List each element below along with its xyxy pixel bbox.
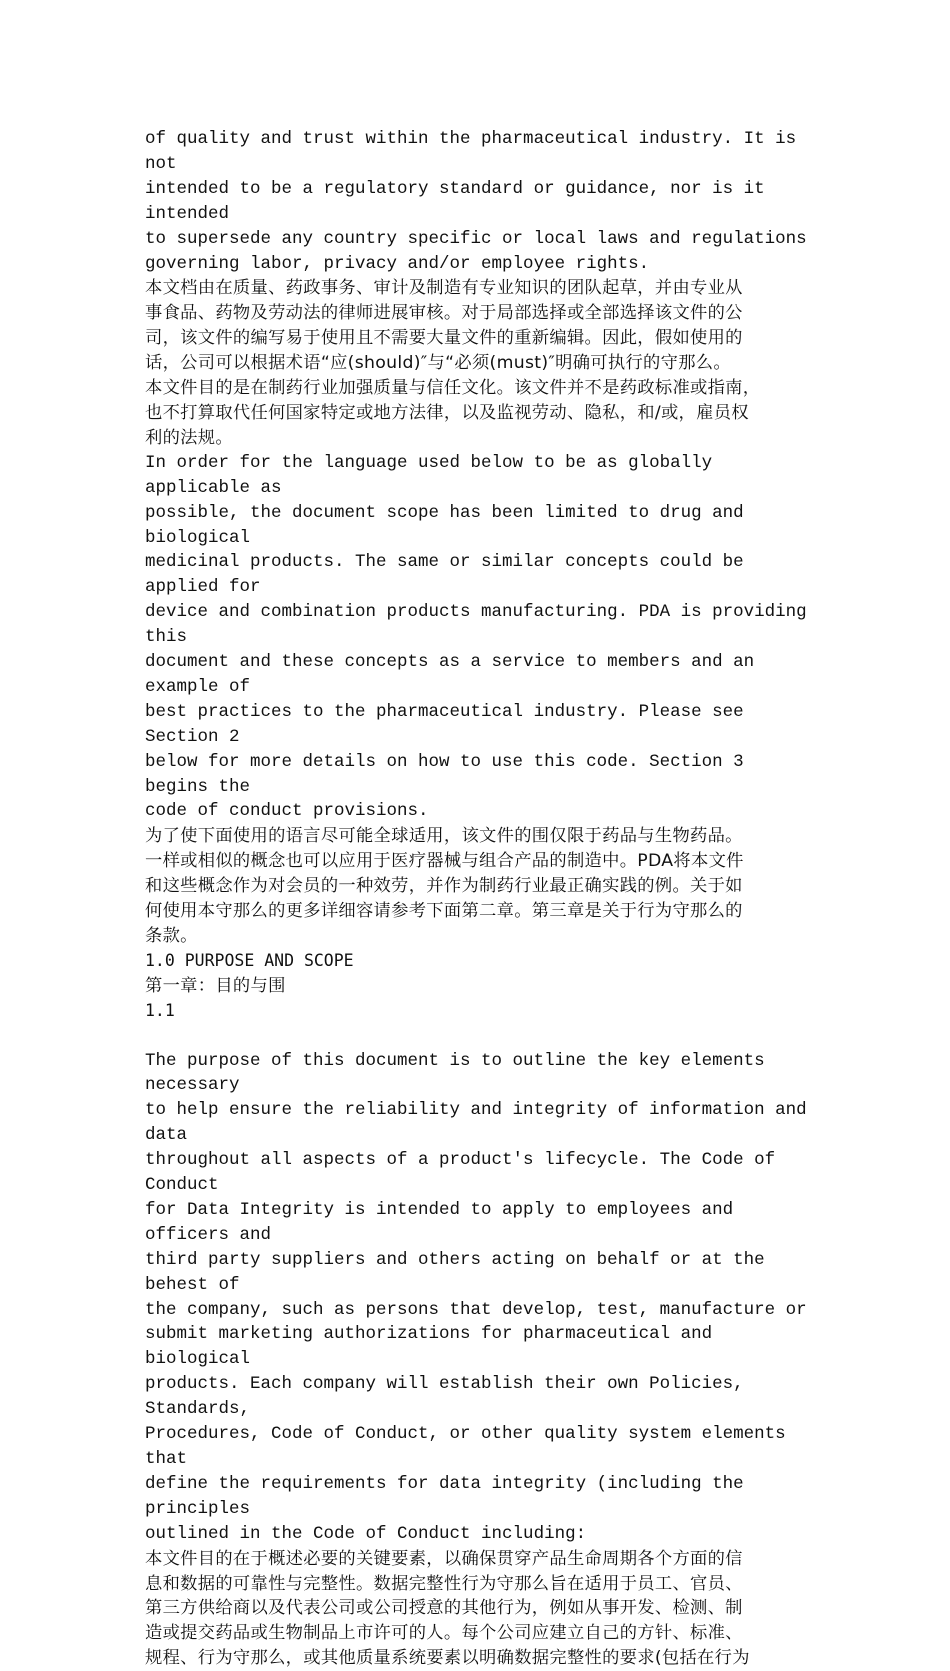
paragraph-zh-intro: 本文档由在质量、药政事务、审计及制造有专业知识的团队起草，并由专业从 事食品、药物及劳动法的律师进展审核。对于局部选择或全部选择该文件的公 司，该文件的编写易于使用且不需要大量文件的重新编辑。因此，假如使用的 话，公司可以根据术语“应(should)″与“必须(must)″明确可执行的守那么。 本文件目的是在制药行业加强质量与信任文化。该文件并不是药政标准或指南， 也不打算取代任何国家特定或地方法律，以及监视劳动、隐私，和/或，雇员权 利的法规。 [145, 278, 761, 448]
section-number: 1.1 [145, 1000, 175, 1020]
paragraph-zh-scope: 为了使下面使用的语言尽可能全球适用，该文件的围仅限于药品与生物药品。 一样或相似的概念也可以应用于医疗器械与组合产品的制造中。PDA将本文件 和这些概念作为对会员的一种效劳，并作为制药行业最正确实践的例。关于如 何使用本守那么的更多详细容请参考下面第二章。第三章是关于行为守那么的 条款。 [145, 826, 744, 946]
paragraph-en-intro: of quality and trust within the pharmaceutical industry. It is not intended to be a regulatory standard or guidance, nor is it intended to supersede any country specific or local laws and regulations governing labor, privacy and/or employee rights. [145, 129, 807, 274]
document-page [145, 127, 810, 1671]
section-heading-zh: 第一章：目的与围 [145, 975, 286, 996]
blank-line [145, 1024, 810, 1049]
paragraph-zh-purpose: 本文件目的在于概述必要的关键要素，以确保贯穿产品生命周期各个方面的信 息和数据的可靠性与完整性。数据完整性行为守那么旨在适用于员工、官员、 第三方供给商以及代表公司或公司授意的其他行为，例如从事开发、检测、制 造或提交药品或生物制品上市许可的人。每个公司应建立自己的方针、标准、 规程、行为守那么，或其他质量系统要素以明确数据完整性的要求(包括在行为 [145, 1548, 750, 1669]
paragraph-en-scope: In order for the language used below to be as globally applicable as possible, the document scope has been limited to drug and biological medicinal products. The same or similar concepts could be applied for device and combination products manufacturing. PDA is providing this document and these concepts as a service to members and an example of best practices to the pharmaceutical industry. Please see Section 2 below for more details on how to use this code. Section 3 begins the code of conduct provisions. [145, 452, 807, 822]
paragraph-en-purpose: The purpose of this document is to outline the key elements necessary to help ensure the reliability and integrity of information and data throughout all aspects of a product's lifecycle. The Code of Conduct for Data Integrity is intended to apply to employees and officers and third party suppliers and others acting on behalf or at the behest of the company, such as persons that develop, test, manufacture or submit marketing authorizations for pharmaceutical and biological products. Each company will establish their own Policies, Standards, Procedures, Code of Conduct, or other quality system elements that define the requirements for data integrity (including the principles outlined in the Code of Conduct including: [145, 1050, 807, 1544]
section-heading-en: 1.0 PURPOSE AND SCOPE [145, 950, 354, 970]
